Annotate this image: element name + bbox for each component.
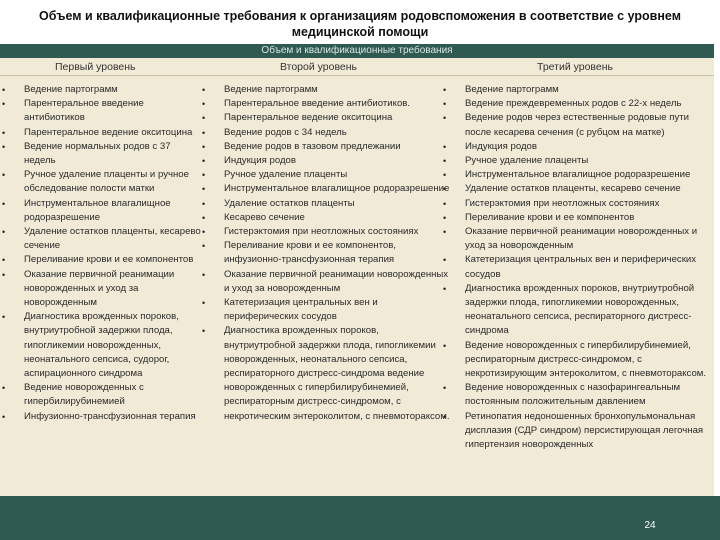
list-item: • Ведение нормальных родов с 37 недель xyxy=(0,140,202,168)
list-item: • Ведение родов с 34 недель xyxy=(200,126,452,140)
list-item: • Ручное удаление плаценты и ручное обследование полости матки xyxy=(0,168,202,196)
list-item: • Удаление остатков плаценты, кесарево сечение xyxy=(0,225,202,253)
list-item: • Ведение родов в тазовом предлежании xyxy=(200,140,452,154)
list-item: • Диагностика врожденных пороков, внутриутробной задержки плода, гипогликемии новорожденных, неонатального сепсиса, судорог, аспирационного синдрома xyxy=(0,310,202,381)
footer-band xyxy=(0,496,720,540)
list-item: • Индукция родов xyxy=(200,154,452,168)
list-item: • Катетеризация центральных вен и периферических сосудов xyxy=(441,253,714,281)
header-divider xyxy=(0,75,714,76)
page-number: 24 xyxy=(644,520,656,531)
list-item: • Ведение новорожденных с гипербилирубинемией, респираторным дистресс-синдромом, с некротизирующим энтероколитом, с пневмотораксом. xyxy=(441,339,714,382)
list-item: • Переливание крови и ее компонентов, инфузионно-трансфузионная терапия xyxy=(200,239,452,267)
list-item: • Парентеральное введение антибиотиков. xyxy=(200,97,452,111)
list-item: • Индукция родов xyxy=(441,140,714,154)
level-1-list xyxy=(0,83,202,424)
list-item: • Диагностика врожденных пороков, внутриутробной задержки плода, гипогликемии новорожденных, неонатального сепсиса, респираторного дистресс-синдрома ведение новорожденных с гипербилирубинемией, респираторным дистресс-синдромом, с некротическим энтероколитом, с пневмотораксом. xyxy=(200,324,452,423)
requirements-table xyxy=(0,44,714,496)
list-item: • Гистерэктомия при неотложных состояниях xyxy=(441,197,714,211)
list-item: • Ручное удаление плаценты xyxy=(200,168,452,182)
list-item: • Диагностика врожденных пороков, внутриутробной задержки плода, гипогликемии новорожденных, неонатального сепсиса, респираторного дистресс-синдрома xyxy=(441,282,714,339)
list-item: • Парентеральное ведение окситоцина xyxy=(0,126,202,140)
list-item: • Ведение партограмм xyxy=(0,83,202,97)
list-item: • Оказание первичной реанимации новорожденных и уход за новорожденным xyxy=(200,268,452,296)
list-item: • Ведение преждевременных родов с 22-х недель xyxy=(441,97,714,111)
list-item: • Ручное удаление плаценты xyxy=(441,154,714,168)
list-item: • Инфузионно-трансфузионная терапия xyxy=(0,410,202,424)
level-3-list xyxy=(441,83,714,452)
list-item: • Катетеризация центральных вен и периферических сосудов xyxy=(200,296,452,324)
list-item: • Инструментальное влагалищное родоразрешение xyxy=(200,182,452,196)
list-item: • Ретинопатия недоношенных бронхопульмональная дисплазия (СДР синдром) персистирующая легочная гипертензия новорожденных xyxy=(441,410,714,453)
list-item: • Оказание первичной реанимации новорожденных и уход за новорожденным xyxy=(441,225,714,253)
right-edge-strip xyxy=(714,44,720,496)
list-item: • Ведение новорожденных с назофарингеальным постоянным положительным давлением xyxy=(441,381,714,409)
list-item: • Оказание первичной реанимации новорожденных и уход за новорожденным xyxy=(0,268,202,311)
list-item: • Переливание крови и ее компонентов xyxy=(0,253,202,267)
list-item: • Парентеральное введение антибиотиков xyxy=(0,97,202,125)
list-item: • Удаление остатков плаценты xyxy=(200,197,452,211)
header-level-2: Второй уровень xyxy=(280,61,358,73)
list-item: • Кесарево сечение xyxy=(200,211,452,225)
list-item: • Гистерэктомия при неотложных состояниях xyxy=(200,225,452,239)
header-level-1: Первый уровень xyxy=(55,61,136,73)
list-item: • Ведение новорожденных с гипербилирубинемией xyxy=(0,381,202,409)
list-item: • Ведение партограмм xyxy=(441,83,714,97)
list-item: • Парентеральное ведение окситоцина xyxy=(200,111,452,125)
list-item: • Удаление остатков плаценты, кесарево сечение xyxy=(441,182,714,196)
level-2-list xyxy=(200,83,452,424)
header-level-3: Третий уровень xyxy=(537,61,613,73)
table-main-header: Объем и квалификационные требования xyxy=(261,45,453,56)
list-item: • Инструментальное влагалищное родоразрешение xyxy=(0,197,202,225)
list-item: • Переливание крови и ее компонентов xyxy=(441,211,714,225)
slide-title: Объем и квалификационные требования к организациям родовспоможения в соответствие с уровнем медицинской помощи xyxy=(39,9,681,39)
list-item: • Ведение родов через естественные родовые пути после кесарева сечения (с рубцом на матке) xyxy=(441,111,714,139)
list-item: • Инструментальное влагалищное родоразрешение xyxy=(441,168,714,182)
list-item: • Ведение партограмм xyxy=(200,83,452,97)
